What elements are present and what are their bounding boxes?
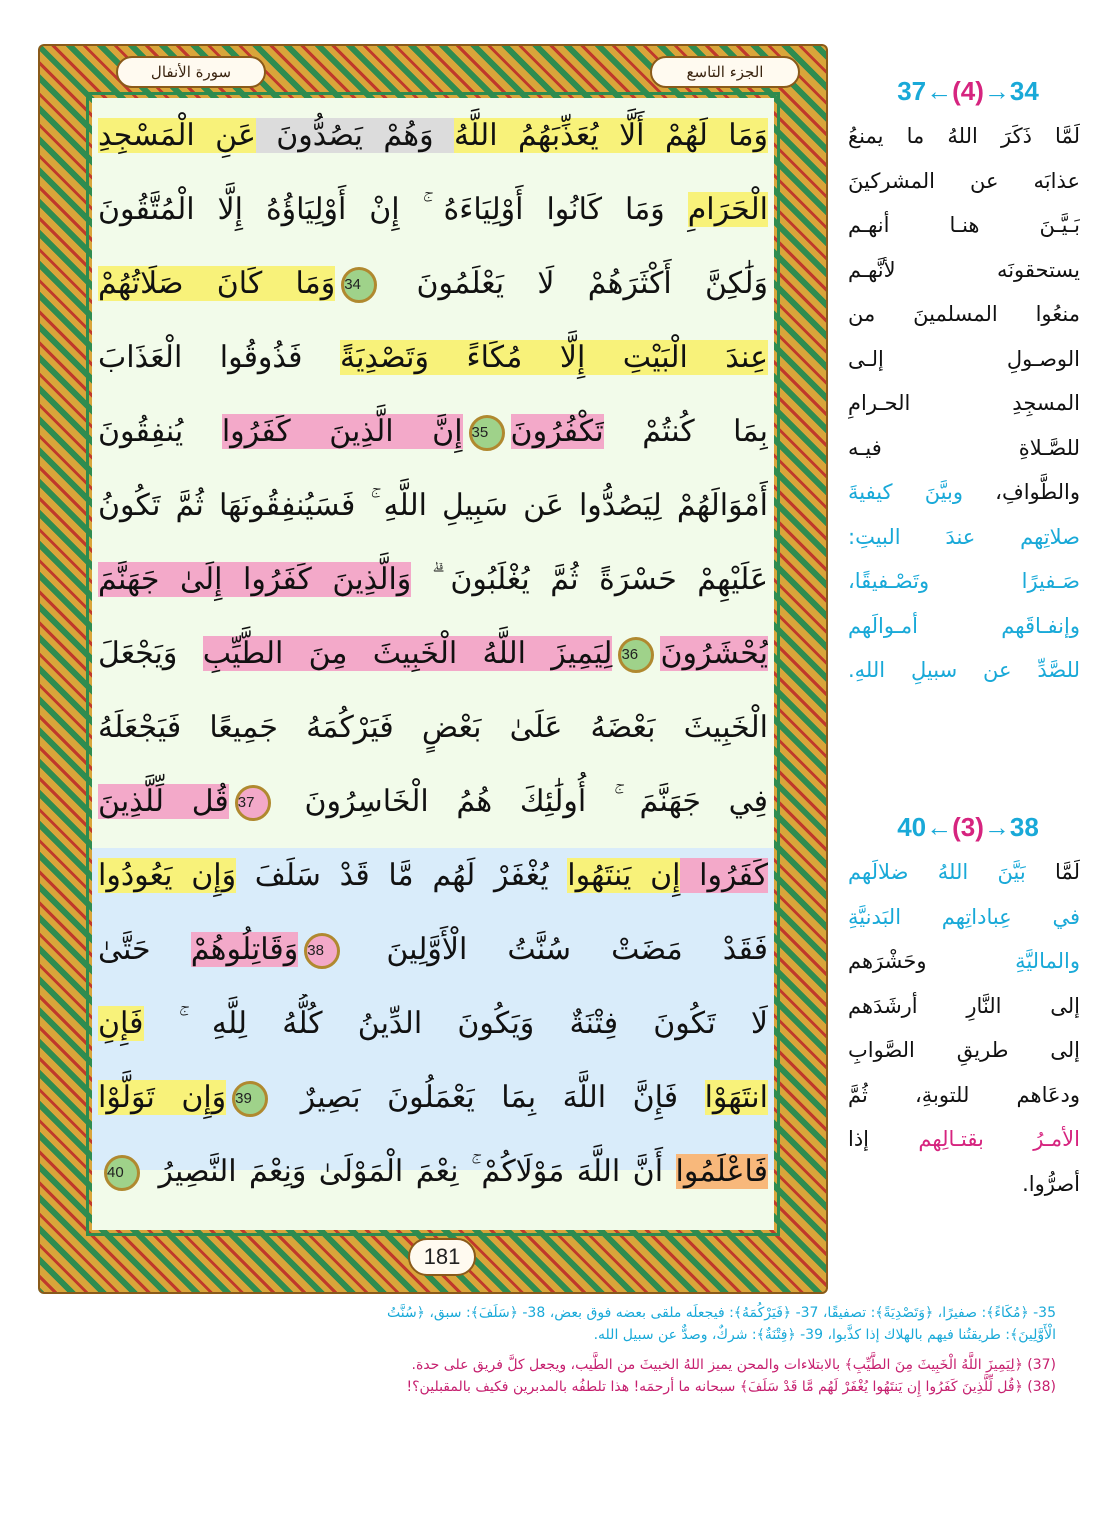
tafsir-line (848, 939, 1080, 984)
ayah-range-1 (868, 76, 1068, 112)
quran-text-segment: وَمَا كَانَ صَلَاتُهُمْ (98, 266, 336, 301)
tafsir-text: يستحقونَه لأنَّهـم (848, 257, 1080, 282)
quran-text-segment: فَإِنِ (98, 1006, 144, 1041)
quran-text-segment: فِي جَهَنَّمَ ۚ أُولَٰئِكَ هُمُ الْخَاسِرُونَ (276, 784, 768, 819)
tafsir-line (848, 1162, 1080, 1207)
quran-text-segment: وَإِن تَوَلَّوْا (98, 1080, 227, 1115)
tafsir-text: منعُوا المسلمينَ من (848, 302, 1080, 326)
ayah-number-marker: 36 (618, 637, 654, 673)
quran-line (98, 846, 768, 906)
range-count: (4) (952, 76, 984, 106)
tafsir-text: الأمـرُ بقتـالِهم (869, 1127, 1080, 1151)
quran-text-segment: عَنِ الْمَسْجِدِ (98, 118, 256, 153)
tafsir-line (848, 559, 1080, 604)
tafsir-text: لَمَّا ذَكَرَ اللهُ ما يمنعُ (848, 124, 1080, 148)
quran-text-segment: لَا تَكُونَ فِتْنَةٌ وَيَكُونَ الدِّينُ كُلُّهُ لِلَّهِ ۚ (143, 1006, 768, 1041)
quran-line (98, 328, 768, 388)
ayah-number-marker: 34 (341, 267, 377, 303)
tafsir-line (848, 648, 1080, 693)
range-end: 37 (897, 76, 927, 106)
range-start: 38 (1009, 812, 1039, 842)
tafsir-text: صَـفيرًا وتَصْـفيقًا، (848, 569, 1080, 593)
quran-text-segment: أَنَّ اللَّهَ مَوْلَاكُمْ ۚ نِعْمَ الْمَوْلَىٰ وَنِعْمَ النَّصِيرُ (146, 1154, 676, 1189)
quran-line (98, 1142, 768, 1202)
tafsir-block-2 (848, 850, 1080, 1206)
tafsir-text: للصَّـلاةِ فيـه (848, 435, 1080, 460)
tafsir-text: صلاتِهم عندَ البيتِ: (848, 524, 1080, 549)
tafsir-line (848, 515, 1080, 560)
quran-text-segment: وَهُمْ يَصُدُّونَ (255, 118, 455, 153)
tafsir-line (848, 850, 1080, 895)
quran-text-segment: وَلَٰكِنَّ أَكْثَرَهُمْ لَا يَعْلَمُونَ (383, 266, 768, 301)
surah-label: سورة الأنفال (116, 56, 266, 88)
page-number: 181 (408, 1238, 476, 1276)
range-start: 34 (1009, 76, 1039, 106)
juz-label: الجزء التاسع (650, 56, 800, 88)
quran-text-segment: فَقَدْ مَضَتْ سُنَّتُ الْأَوَّلِينَ (346, 932, 768, 967)
range-end: 40 (897, 812, 927, 842)
quran-text-segment: وَمَا لَهُمْ أَلَّا يُعَذِّبَهُمُ اللَّهُ (454, 118, 768, 153)
tafsir-text: بَـيَّـنَ هنـا أنهـم (848, 213, 1080, 237)
quran-text-segment: يُغْفَرْ لَهُم مَّا قَدْ سَلَفَ (236, 858, 568, 893)
quran-text-segment: قُل لِّلَّذِينَ (98, 784, 229, 819)
ayah-number-marker: 37 (235, 785, 271, 821)
tafsir-line (848, 1073, 1080, 1118)
footnote-line: 35- ﴿مُكَاءً﴾: صفيرًا، ﴿وَتَصْدِيَةً﴾: تصفيقًا، 37- ﴿فَيَرْكُمَهُ﴾: فيجعلَه ملقى بعضه فوق بعض، 38- ﴿سَلَفَ﴾: سبق، ﴿سُنَّتُ (386, 1305, 1056, 1321)
quran-text-segment: بِمَا كُنتُمْ (603, 414, 768, 449)
ayah-number-marker: 40 (104, 1155, 140, 1191)
tafsir-line (848, 604, 1080, 649)
quran-line (98, 624, 768, 684)
quran-text-segment: إِن يَنتَهُوا (567, 858, 681, 893)
arrow-icon: → (983, 76, 1010, 106)
tafsir-text: المسجِدِ الحـرامِ (848, 391, 1080, 415)
quran-text-segment: حَتَّىٰ (98, 932, 191, 967)
tafsir-text: والطَّوافِ، (963, 480, 1080, 504)
tafsir-text: وبيَّنَ كيفيةَ (848, 480, 964, 504)
quran-text-segment: يُنفِقُونَ (98, 414, 222, 449)
quran-line (98, 1068, 768, 1128)
range-count: (3) (952, 812, 984, 842)
quran-line (98, 476, 768, 536)
quran-line (98, 772, 768, 832)
tafsir-line (848, 984, 1080, 1029)
tafsir-line (848, 292, 1080, 337)
quran-line (98, 402, 768, 462)
quran-line (98, 698, 768, 758)
tafsir-line (848, 895, 1080, 940)
footnote-line: (38) ﴿قُل لِّلَّذِينَ كَفَرُوا إِن يَنتَهُوا يُغْفَرْ لَهُم مَّا قَدْ سَلَفَ﴾ سبحانه ما أرحمَه! هذا تلطفُه بالمدبرين فكيف بالمقبلين؟! (406, 1379, 1056, 1395)
arrow-icon: → (983, 812, 1010, 842)
tafsir-line (848, 248, 1080, 293)
quran-text-segment: كَفَرُوا (680, 858, 768, 893)
ayah-number-marker: 38 (304, 933, 340, 969)
quran-text-segment: فَذُوقُوا الْعَذَابَ (98, 340, 340, 375)
tafsir-text: إلى طريقِ الصَّوابِ (848, 1038, 1080, 1062)
quran-text-segment: وَإِن يَعُودُوا (98, 858, 237, 893)
tafsir-line (848, 337, 1080, 382)
quran-text-segment: وَمَا كَانُوا أَوْلِيَاءَهُ ۚ إِنْ أَوْلِيَاؤُهُ إِلَّا الْمُتَّقُونَ (98, 192, 688, 227)
quran-text-segment: إِنَّ الَّذِينَ كَفَرُوا (221, 414, 463, 449)
quran-text-segment: وَقَاتِلُوهُمْ (190, 932, 299, 967)
tafsir-text: ودعَاهم للتوبةِ، ثُمَّ (848, 1082, 1080, 1107)
quran-text-segment: انتَهَوْا (704, 1080, 768, 1115)
quran-line (98, 550, 768, 610)
tafsir-line (848, 114, 1080, 159)
quran-line (98, 920, 768, 980)
quran-text-segment: أَمْوَالَهُمْ لِيَصُدُّوا عَن سَبِيلِ اللَّهِ ۚ فَسَيُنفِقُونَهَا ثُمَّ تَكُونُ (98, 488, 768, 523)
quran-text-segment: الْخَبِيثَ بَعْضَهُ عَلَىٰ بَعْضٍ فَيَرْكُمَهُ جَمِيعًا فَيَجْعَلَهُ (98, 710, 768, 745)
tafsir-text: إذا (848, 1127, 870, 1151)
tafsir-line (848, 159, 1080, 204)
tafsir-line (848, 381, 1080, 426)
footnote-line: الْأَوَّلِينَ﴾: طريقتُنا فيهم بالهلاك إذا كذَّبوا، 39- ﴿فِتْنَةٌ﴾: شركٌ، وصدٌّ عن سبيل الله. (593, 1327, 1056, 1343)
tafsir-line (848, 470, 1080, 515)
tafsir-text: لَمَّا (1025, 860, 1080, 884)
tafsir-text: عذابَه عن المشركينَ (848, 168, 1080, 193)
tafsir-text: بَيَّنَ اللهُ ضلالَهم (848, 860, 1026, 884)
ayah-range-2 (868, 812, 1068, 848)
footnotes (40, 1302, 1056, 1398)
quran-line (98, 994, 768, 1054)
tafsir-text: وإنفـاقَهم أمـوالَهم (848, 613, 1080, 638)
tafsir-line (848, 203, 1080, 248)
quran-text-segment: عَلَيْهِمْ حَسْرَةً ثُمَّ يُغْلَبُونَ ۗ (411, 562, 768, 597)
quran-text-segment: وَيَجْعَلَ (98, 636, 203, 671)
tafsir-text: في عِباداتِهم البَدنيَّةِ (848, 904, 1080, 929)
tafsir-block-1 (848, 114, 1080, 693)
quran-text-segment: يُحْشَرُونَ (660, 636, 768, 671)
tafsir-line (848, 1117, 1080, 1162)
tafsir-text: إلى النَّارِ أرشَدَهم (848, 993, 1080, 1018)
tafsir-text: للصَّدِّ عن سبيلِ اللهِ. (848, 658, 1080, 682)
quran-line (98, 254, 768, 314)
tafsir-line (848, 426, 1080, 471)
tafsir-text: أصرُّوا. (1022, 1171, 1080, 1196)
quran-text-segment: الْحَرَامِ (687, 192, 768, 227)
arrow-icon: ← (926, 812, 953, 842)
quran-text-segment: لِيَمِيزَ اللَّهُ الْخَبِيثَ مِنَ الطَّيِّبِ (202, 636, 613, 671)
quran-text-segment: عِندَ الْبَيْتِ إِلَّا مُكَاءً وَتَصْدِيَةً (339, 340, 768, 375)
tafsir-text: وحَشْرَهم (848, 949, 927, 973)
quran-line (98, 180, 768, 240)
arrow-icon: ← (926, 76, 953, 106)
quran-line (98, 106, 768, 166)
ayah-number-marker: 39 (232, 1081, 268, 1117)
ayah-number-marker: 35 (469, 415, 505, 451)
tafsir-line (848, 1028, 1080, 1073)
quran-text-segment: فَاعْلَمُوا (675, 1154, 768, 1189)
quran-text-segment: فَإِنَّ اللَّهَ بِمَا يَعْمَلُونَ بَصِيرٌ (274, 1080, 705, 1115)
quran-text-segment: تَكْفُرُونَ (510, 414, 604, 449)
tafsir-text: والماليَّةِ (926, 949, 1080, 973)
quran-text-segment: وَالَّذِينَ كَفَرُوا إِلَىٰ جَهَنَّمَ (98, 562, 412, 597)
tafsir-text: الوصـولِ إلـى (848, 346, 1080, 371)
footnote-line: (37) ﴿لِيَمِيزَ اللَّهُ الْخَبِيثَ مِنَ الطَّيِّبِ﴾ بالابتلاءات والمحن يميز اللهُ الخبيثَ من الطَّيب، ويجعل كلَّ فريق على حدة. (411, 1357, 1056, 1373)
